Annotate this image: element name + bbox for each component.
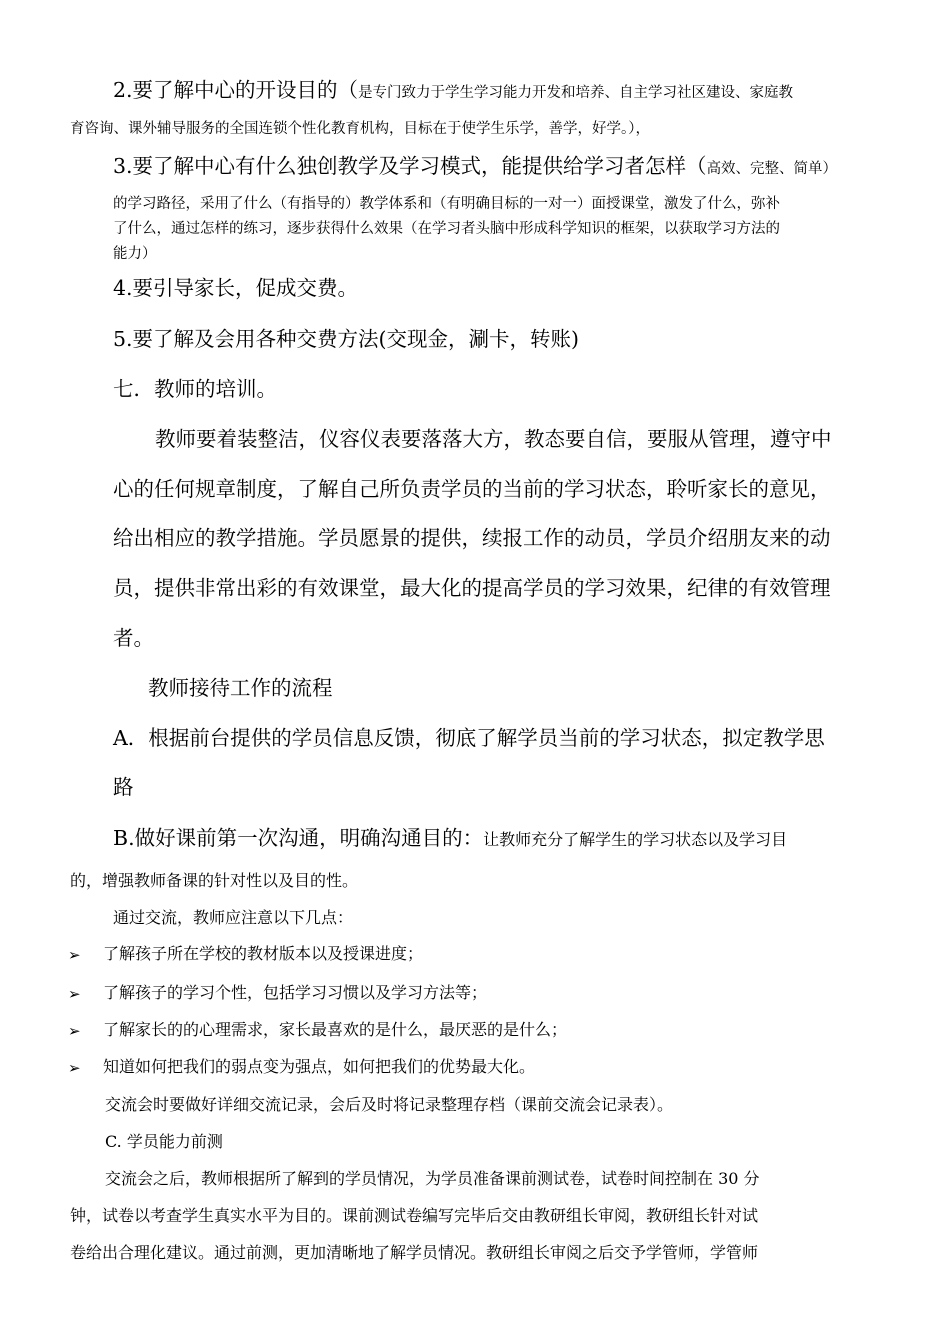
c-para-line-1: 交流会之后，教师根据所了解到的学员情况，为学员准备课前测试卷，试卷时间控制在 30 分 [105, 1169, 760, 1188]
bullet-arrow-icon: ➢ [68, 1022, 81, 1040]
para-line-1: 教师要着装整洁，仪容仪表要落落大方，教态要自信，要服从管理，遵守中 [155, 427, 832, 451]
item-3-note: 高效、完整、简单） [706, 161, 838, 177]
item-4: 4.要引导家长，促成交费。 [113, 276, 359, 300]
through-intro: 通过交流，教师应注意以下几点： [113, 908, 354, 927]
item-2-lead: 2.要了解中心的开设目的（ [113, 78, 359, 102]
para-line-4: 员，提供非常出彩的有效课堂，最大化的提高学员的学习效果，纪律的有效管理 [113, 576, 831, 600]
flow-title: 教师接待工作的流程 [148, 676, 333, 700]
para-line-2: 心的任何规章制度，了解自己所负责学员的当前的学习状态，聆听家长的意见， [113, 477, 831, 501]
step-a-line-2: 路 [113, 775, 134, 799]
bullet-arrow-icon: ➢ [68, 1059, 81, 1077]
item-2-note: 是专门致力于学生学习能力开发和培养、自主学习社区建设、家庭教 [358, 85, 794, 101]
step-b-line [113, 828, 787, 849]
bullet-item-2: 了解孩子的学习个性，包括学习习惯以及学习方法等； [103, 983, 488, 1002]
item-3-continuation-2: 了什么，通过怎样的练习，逐步获得什么效果（在学习者头脑中形成科学知识的框架，以获取学习方法的 [113, 221, 780, 237]
step-b-lead: B.做好课前第一次沟通，明确沟通目的： [113, 826, 484, 850]
item-3-continuation-1: 的学习路径，采用了什么（有指导的）教学体系和（有明确目标的一对一）面授课堂，激发了什么，弥补 [113, 196, 780, 212]
c-para-line-3: 卷给出合理化建议。通过前测，更加清晰地了解学员情况。教研组长审阅之后交予学管师，学管师 [70, 1243, 759, 1262]
item-3-line [113, 156, 837, 177]
c-para-line-2: 钟，试卷以考查学生真实水平为目的。课前测试卷编写完毕后交由教研组长审阅，教研组长针对试 [70, 1206, 759, 1225]
item-3-continuation-3: 能力） [113, 246, 157, 262]
para-line-3: 给出相应的教学措施。学员愿景的提供，续报工作的动员，学员介绍朋友来的动 [113, 526, 831, 550]
item-5: 5.要了解及会用各种交费方法(交现金，涮卡，转账) [113, 327, 580, 351]
bullet-arrow-icon: ➢ [68, 985, 81, 1003]
bullet-item-3: 了解家长的的心理需求，家长最喜欢的是什么，最厌恶的是什么； [103, 1020, 568, 1039]
item-2-continuation: 育咨询、课外辅导服务的全国连锁个性化教育机构，目标在于使学生乐学，善学，好学。）， [70, 121, 650, 137]
step-a-line-1: A．根据前台提供的学员信息反馈，彻底了解学员当前的学习状态，拟定教学思 [113, 726, 825, 750]
step-b-note: 让教师充分了解学生的学习状态以及学习目 [483, 830, 788, 849]
section-7-heading: 七．教师的培训。 [113, 377, 277, 401]
bullet-arrow-icon: ➢ [68, 946, 81, 964]
step-b-continuation: 的，增强教师备课的针对性以及目的性。 [70, 871, 359, 890]
bullet-item-1: 了解孩子所在学校的教材版本以及授课进度； [103, 944, 424, 963]
para-line-5: 者。 [113, 626, 154, 650]
item-2-line [113, 80, 793, 101]
step-c-heading: C. 学员能力前测 [105, 1132, 223, 1151]
item-3-lead: 3.要了解中心有什么独创教学及学习模式，能提供给学习者怎样（ [113, 154, 707, 178]
record-note: 交流会时要做好详细交流记录，会后及时将记录整理存档（课前交流会记录表）。 [105, 1095, 674, 1114]
bullet-item-4: 知道如何把我们的弱点变为强点，如何把我们的优势最大化。 [103, 1057, 536, 1076]
